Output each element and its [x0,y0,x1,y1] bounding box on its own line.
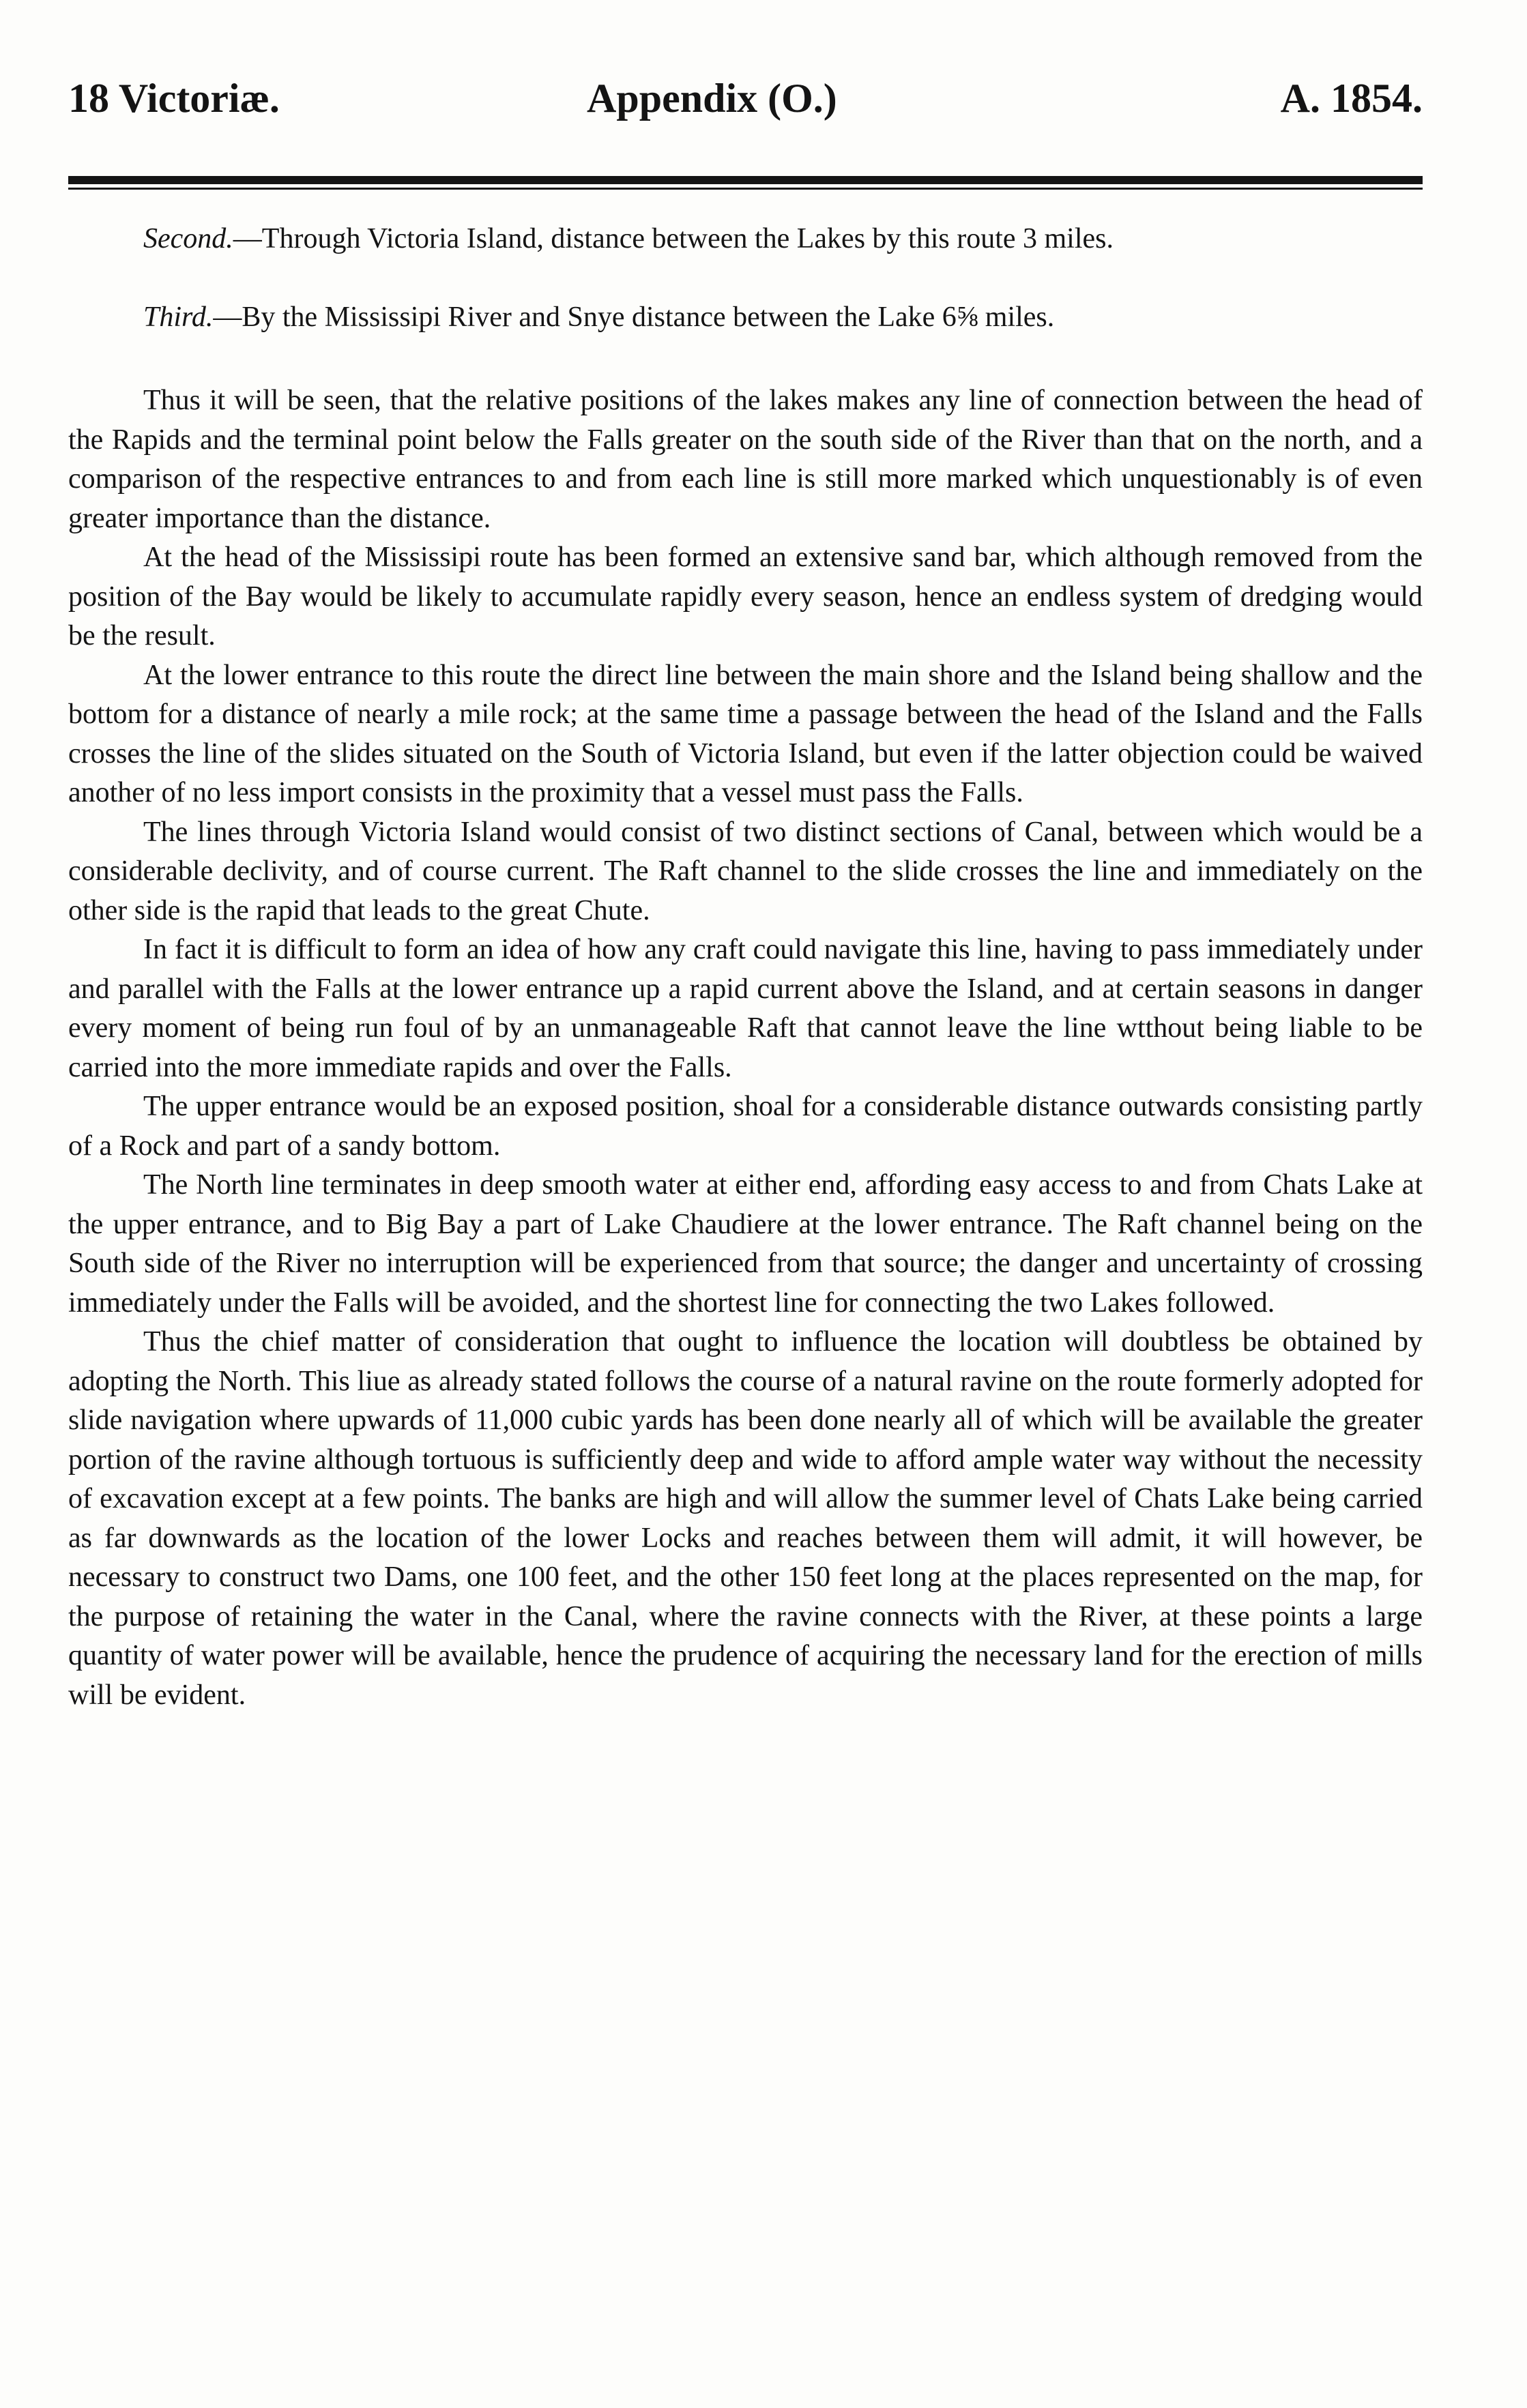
paragraph-text: Thus the chief matter of consideration that ought to influence the location will doubtless be obtained by adopting the North. This liue as already stated follows the course of a natural ravine on the route formerly adopted for slide navigation where upwards of 11,000 cubic yards has been done nearly all of which will be available the greater portion of the ravine although tortuous is sufficiently deep and wide to afford ample water way without the necessity of excavation except at a few points. The banks are high and will allow the summer level of Chats Lake being carried as far downwards as the location of the lower Locks and reaches between them will admit, it will however, be necessary to construct two Dams, one 100 feet, and the other 150 feet long at the places represented on the map, for the purpose of retaining the water in the Canal, where the ravine connects with the River, at these points a large quantity of water power will be available, hence the prudence of acquiring the necessary land for the erection of mills will be evident. [68,1326,1423,1711]
paragraph-text: Thus it will be seen, that the relative positions of the lakes makes any line of connection between the head of the Rapids and the terminal point below the Falls greater on the south side of the River than that on the north, and a comparison of the respective entrances to and from each line is still more marked which unquestionably is of even greater importance than the distance. [68,385,1423,534]
paragraph-relative-positions [68,381,1423,538]
header-year: A. 1854. [1280,76,1423,121]
document-body [68,220,1423,1715]
paragraph-text: The lines through Victoria Island would consist of two distinct sections of Canal, between which would be a considerable declivity, and of course current. The Raft channel to the slide crosses the line and immediately on the other side is the rapid that leads to the great Chute. [68,816,1423,926]
paragraph-navigation-difficulty [68,930,1423,1087]
paragraph-third-route [68,298,1423,338]
header-rule [68,176,1423,184]
header-appendix: Appendix (O.) [587,76,837,121]
paragraph-text: —By the Mississipi River and Snye distance between the Lake 6⅝ miles. [213,301,1055,333]
paragraph-text: The North line terminates in deep smooth water at either end, affording easy access to and from Chats Lake at the upper entrance, and to Big Bay a part of Lake Chaudiere at the lower entrance. The Raft channel being on the South side of the River no interruption will be experienced from that source; the danger and uncertainty of crossing immediately under the Falls will be avoided, and the shortest line for connecting the two Lakes followed. [68,1169,1423,1319]
header-rule-thin [68,188,1423,190]
header-session: 18 Victoriæ. [68,76,280,121]
paragraph-text: At the lower entrance to this route the direct line between the main shore and the Island being shallow and the bottom for a distance of nearly a mile rock; at the same time a passage between the head of the Island and the Falls crosses the line of the slides situated on the South of Victoria Island, but even if the latter objection could be waived another of no less import consists in the proximity that a vessel must pass the Falls. [68,659,1423,808]
paragraph-text: In fact it is difficult to form an idea of how any craft could navigate this line, having to pass immediately under and parallel with the Falls at the lower entrance up a rapid current above the Island, and at certain seasons in danger every moment of being run foul of by an unmanageable Raft that cannot leave the line wtthout being liable to be carried into the more immediate rapids and over the Falls. [68,934,1423,1083]
page-header [68,75,1423,136]
paragraph-text: At the head of the Mississipi route has been formed an extensive sand bar, which although removed from the position of the Bay would be likely to accumulate rapidly every season, hence an endless system of dredging would be the result. [68,542,1423,651]
paragraph-conclusion [68,1323,1423,1715]
paragraph-sand-bar [68,538,1423,656]
paragraph-text: The upper entrance would be an exposed position, shoal for a considerable distance outwards consisting partly of a Rock and part of a sandy bottom. [68,1091,1423,1162]
paragraph-upper-entrance [68,1087,1423,1166]
paragraph-text: —Through Victoria Island, distance between the Lakes by this route 3 miles. [233,223,1114,254]
paragraph-lower-entrance [68,656,1423,813]
paragraph-victoria-island-lines [68,813,1423,931]
paragraph-lead: Second. [143,223,233,254]
paragraph-second-route [68,220,1423,259]
paragraph-north-line [68,1166,1423,1323]
paragraph-lead: Third. [143,301,214,333]
